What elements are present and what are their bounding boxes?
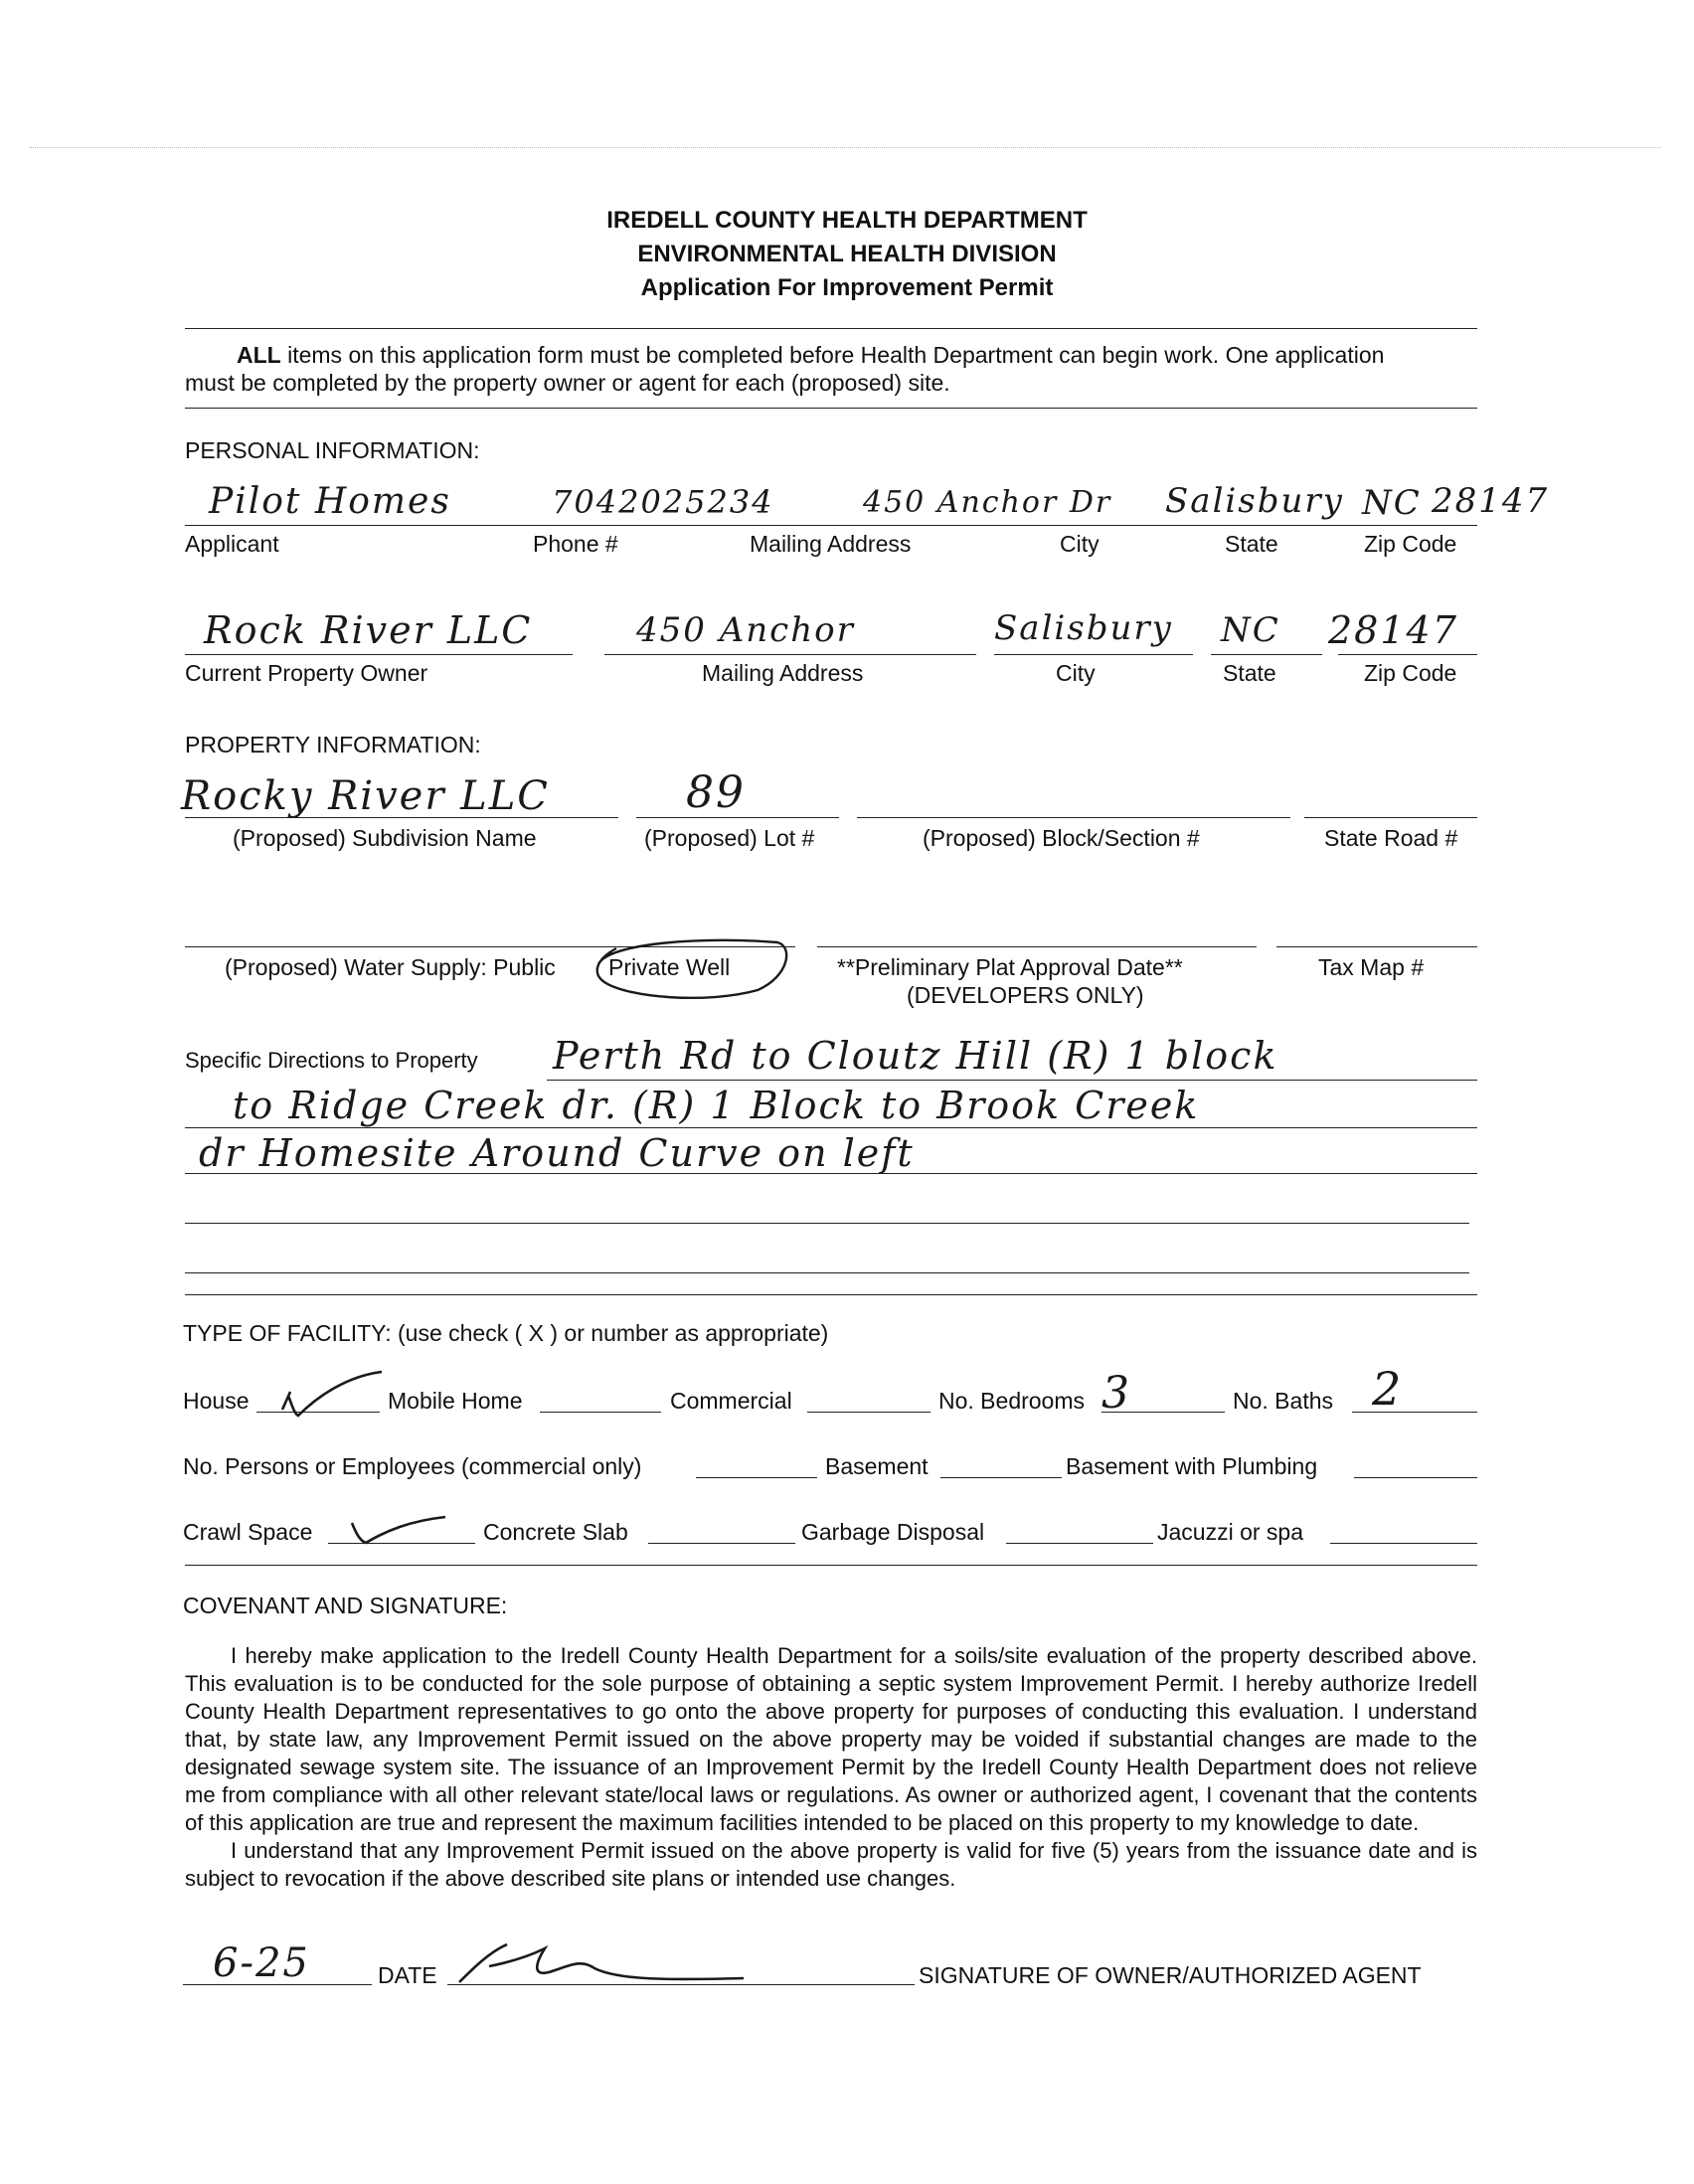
mobile-home-blank xyxy=(540,1412,661,1413)
taxmap-line xyxy=(1276,946,1477,947)
basement-plumbing-label: Basement with Plumbing xyxy=(1066,1453,1318,1479)
block-line xyxy=(857,817,1290,818)
baths-blank xyxy=(1352,1412,1477,1413)
owner-line-mailing xyxy=(604,654,976,655)
notice-line-1 xyxy=(237,342,1384,369)
plat-line xyxy=(817,946,1257,947)
crawl-space-label: Crawl Space xyxy=(183,1519,313,1545)
house-label: House xyxy=(183,1388,250,1414)
private-well-option: Private Well xyxy=(608,954,731,980)
owner-label: Current Property Owner xyxy=(185,660,428,686)
lot-label: (Proposed) Lot # xyxy=(644,825,815,851)
notice-line-2: must be completed by the property owner or agent for each (proposed) site. xyxy=(185,370,950,396)
plat-approval-sub: (DEVELOPERS ONLY) xyxy=(907,982,1144,1008)
jacuzzi-label: Jacuzzi or spa xyxy=(1157,1519,1304,1545)
subdivision-label: (Proposed) Subdivision Name xyxy=(233,825,537,851)
owner-line-state xyxy=(1211,654,1322,655)
directions-rule-1 xyxy=(547,1080,1477,1081)
mailing-label: Mailing Address xyxy=(750,531,912,557)
covenant-heading: COVENANT AND SIGNATURE: xyxy=(183,1593,508,1618)
persons-blank xyxy=(696,1477,817,1478)
header-rule xyxy=(185,328,1477,329)
directions-rule-4 xyxy=(185,1223,1469,1224)
bedrooms-value: 3 xyxy=(1101,1368,1131,1419)
owner-line-city xyxy=(994,654,1193,655)
directions-line-1: Perth Rd to Cloutz Hill (R) 1 block xyxy=(553,1034,1278,1078)
owner-state-value: NC xyxy=(1221,610,1280,650)
directions-line-3: dr Homesite Around Curve on left xyxy=(199,1131,915,1175)
directions-rule-3 xyxy=(185,1173,1477,1174)
applicant-zip-value: 28147 xyxy=(1432,481,1550,521)
lot-value: 89 xyxy=(686,767,746,818)
block-label: (Proposed) Block/Section # xyxy=(923,825,1200,851)
personal-heading: PERSONAL INFORMATION: xyxy=(185,437,480,463)
applicant-mailing-value: 450 Anchor Dr xyxy=(863,485,1112,520)
owner-mailing-label: Mailing Address xyxy=(702,660,864,686)
facility-section-rule xyxy=(185,1565,1477,1566)
commercial-blank xyxy=(807,1412,931,1413)
phone-label: Phone # xyxy=(533,531,618,557)
signature-label: SIGNATURE OF OWNER/AUTHORIZED AGENT xyxy=(919,1962,1422,1988)
notice-text: items on this application form must be completed before Health Department can begin work. One application xyxy=(280,342,1385,368)
covenant-paragraph-2: I understand that any Improvement Permit issued on the above property is valid for five (5) years from the issuance date and is subject to revocation if the above described site plans or intended use changes. xyxy=(185,1838,1477,1891)
owner-city-value: Salisbury xyxy=(994,608,1173,648)
covenant-text xyxy=(185,1642,1477,1893)
road-line xyxy=(1304,817,1477,818)
header-line-1: IREDELL COUNTY HEALTH DEPARTMENT xyxy=(606,207,1088,234)
handwritten-signature xyxy=(449,1938,748,1990)
notice-lead: ALL xyxy=(237,342,281,368)
baths-label: No. Baths xyxy=(1233,1388,1333,1414)
owner-state-label: State xyxy=(1223,660,1276,686)
facility-heading: TYPE OF FACILITY: (use check ( X ) or number as appropriate) xyxy=(183,1320,829,1346)
basement-blank xyxy=(940,1477,1062,1478)
garbage-disposal-label: Garbage Disposal xyxy=(801,1519,985,1545)
city-label: City xyxy=(1060,531,1100,557)
bedrooms-label: No. Bedrooms xyxy=(938,1388,1086,1414)
scan-edge-line xyxy=(30,147,1660,148)
owner-line-name xyxy=(185,654,573,655)
baths-value: 2 xyxy=(1372,1362,1404,1416)
garbage-disposal-blank xyxy=(1006,1543,1153,1544)
date-blank xyxy=(183,1984,372,1985)
owner-zip-value: 28147 xyxy=(1328,608,1458,652)
subdivision-line xyxy=(185,817,618,818)
applicant-name-value: Pilot Homes xyxy=(209,481,451,522)
applicant-state-value: NC xyxy=(1362,483,1422,523)
owner-name-value: Rock River LLC xyxy=(204,608,533,652)
taxmap-label: Tax Map # xyxy=(1318,954,1425,980)
owner-line-zip xyxy=(1338,654,1477,655)
owner-city-label: City xyxy=(1056,660,1096,686)
crawl-space-check-mark xyxy=(350,1509,449,1549)
applicant-label: Applicant xyxy=(185,531,279,557)
persons-label: No. Persons or Employees (commercial only) xyxy=(183,1453,642,1479)
applicant-city-value: Salisbury xyxy=(1165,481,1344,521)
road-label: State Road # xyxy=(1324,825,1458,851)
notice-rule xyxy=(185,408,1477,409)
jacuzzi-blank xyxy=(1330,1543,1477,1544)
state-label: State xyxy=(1225,531,1278,557)
private-well-circle xyxy=(589,934,797,1002)
concrete-slab-label: Concrete Slab xyxy=(483,1519,628,1545)
applicant-row-line xyxy=(185,525,1477,526)
commercial-label: Commercial xyxy=(670,1388,792,1414)
house-check-mark xyxy=(278,1366,388,1422)
basement-label: Basement xyxy=(825,1453,929,1479)
property-section-rule xyxy=(185,1294,1477,1295)
owner-mailing-value: 450 Anchor xyxy=(636,610,855,650)
plat-approval-label: **Preliminary Plat Approval Date** xyxy=(837,954,1183,980)
date-label: DATE xyxy=(378,1962,437,1988)
subdivision-value: Rocky River LLC xyxy=(181,773,550,819)
zip-label: Zip Code xyxy=(1364,531,1457,557)
header-line-2: ENVIRONMENTAL HEALTH DIVISION xyxy=(637,241,1057,267)
directions-label: Specific Directions to Property xyxy=(185,1048,478,1073)
owner-zip-label: Zip Code xyxy=(1364,660,1457,686)
lot-line xyxy=(636,817,839,818)
property-heading: PROPERTY INFORMATION: xyxy=(185,732,481,757)
water-supply-label: (Proposed) Water Supply: Public xyxy=(225,954,556,980)
concrete-slab-blank xyxy=(648,1543,795,1544)
covenant-paragraph-1: I hereby make application to the Iredell County Health Department for a soils/site evaluation of the property described above. This evaluation is to be conducted for the sole purpose of obtaining a septic system Improvement Permit. I hereby authorize Iredell County Health Department representatives to go onto the above property for purposes of conducting this evaluation. I understand that, by state law, any Improvement Permit issued on the above property may be voided if substantial changes are made to the designated sewage system site. The issuance of an Improvement Permit by the Iredell County Health Department does not relieve me from compliance with all other relevant state/local laws or regulations. As owner or authorized agent, I covenant that the contents of this application are true and represent the maximum facilities intended to be placed on this property to my knowledge to date. xyxy=(185,1643,1477,1835)
directions-rule-2 xyxy=(185,1127,1477,1128)
directions-rule-5 xyxy=(185,1272,1469,1273)
header-line-3: Application For Improvement Permit xyxy=(640,274,1054,301)
mobile-home-label: Mobile Home xyxy=(388,1388,523,1414)
directions-line-2: to Ridge Creek dr. (R) 1 Block to Brook Creek xyxy=(233,1084,1200,1127)
applicant-phone-value: 7042025234 xyxy=(552,483,774,521)
date-value: 6-25 xyxy=(213,1940,310,1986)
basement-plumbing-blank xyxy=(1354,1477,1477,1478)
